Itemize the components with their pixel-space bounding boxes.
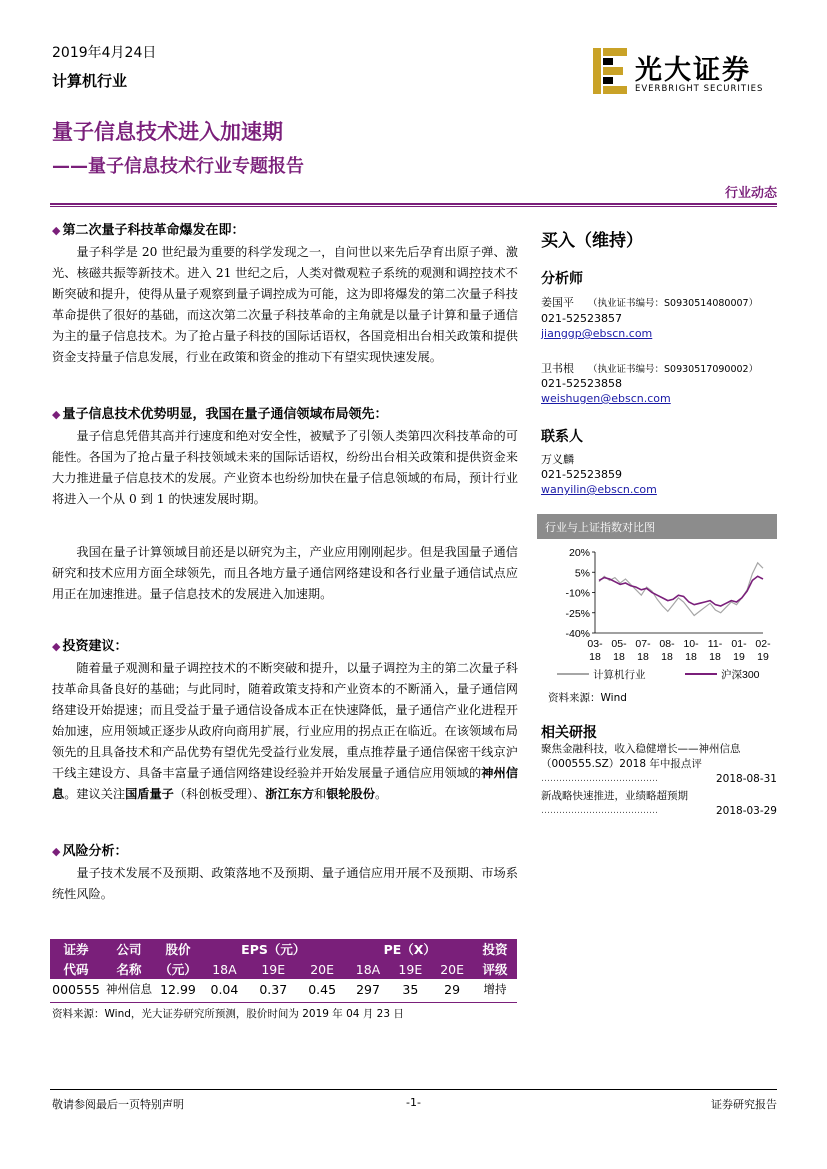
report-type-badge: 行业动态 — [724, 186, 777, 201]
table-source: 资料来源：Wind，光大证券研究所预测，股价时间为 2019 年 04 月 23 日 — [52, 1008, 404, 1020]
diamond-bullet-icon: ◆ — [52, 640, 61, 653]
table-row: 000555 神州信息 12.99 0.04 0.37 0.45 297 35 29 增持 — [52, 981, 507, 997]
stock-highlight: 神州信息 — [52, 766, 519, 801]
table-header: 代码 — [50, 959, 102, 979]
table-subheader: 20E — [298, 959, 347, 979]
footer-disclaimer: 敬请参阅最后一页特别声明 — [52, 1098, 184, 1111]
table-bottom-rule — [50, 1002, 517, 1003]
chart-title: 行业与上证指数对比图 — [537, 514, 777, 539]
section-heading: ◆ 第二次量子科技革命爆发在即： — [52, 223, 245, 238]
analyst-name-row: 卫书根 （执业证书编号：S0930517090002） — [541, 362, 759, 375]
x-tick-label: 18 — [637, 651, 649, 663]
footer-divider — [50, 1089, 777, 1090]
footer-label: 证券研究报告 — [711, 1098, 777, 1111]
y-tick-label: -25% — [565, 607, 590, 620]
x-tick-label: 08- — [659, 638, 675, 650]
x-tick-label: 01- — [731, 638, 747, 650]
page-subtitle: ——量子信息技术行业专题报告 — [52, 156, 304, 177]
section-heading: ◆ 量子信息技术优势明显，我国在量子通信领域布局领先： — [52, 407, 388, 422]
analyst-email-link[interactable]: jianggp@ebscn.com — [541, 327, 653, 340]
y-tick-label: -10% — [565, 587, 590, 600]
x-tick-label: 19 — [733, 651, 745, 663]
contact-email-link[interactable]: wanyilin@ebscn.com — [541, 483, 657, 496]
analyst-heading: 分析师 — [541, 271, 583, 287]
related-report-link[interactable]: 新战略快速推进，业绩略超预期 ………………………………… 2018-03-29 — [541, 790, 777, 817]
table-subheader: 19E — [389, 959, 431, 979]
x-tick-label: 05- — [611, 638, 627, 650]
report-date: 2019年4月24日 — [52, 45, 157, 61]
everbright-logo — [591, 46, 781, 98]
diamond-bullet-icon: ◆ — [52, 224, 61, 237]
related-report-link[interactable]: 聚焦金融科技，收入稳健增长——神州信息（000555.SZ）2018 年中报点评 ………………………………… 2018-08-31 — [541, 743, 777, 785]
section-heading: ◆ 投资建议： — [52, 639, 128, 654]
analyst-phone: 021-52523858 — [541, 377, 622, 390]
table-header: 股价 — [156, 939, 200, 959]
contact-name: 万义麟 — [541, 453, 574, 466]
diamond-bullet-icon: ◆ — [52, 408, 61, 421]
table-subheader: 20E — [431, 959, 473, 979]
analyst-email-link[interactable]: weishugen@ebscn.com — [541, 392, 671, 405]
x-tick-label: 11- — [707, 638, 723, 650]
header-divider — [50, 203, 777, 205]
x-tick-label: 18 — [685, 651, 697, 663]
x-tick-label: 18 — [589, 651, 601, 663]
legend-label: 沪深300 — [721, 669, 760, 681]
table-subheader: 18A — [200, 959, 249, 979]
y-tick-label: -40% — [565, 628, 590, 640]
stock-highlight: 银轮股份 — [326, 787, 375, 801]
table-header: EPS（元） — [200, 939, 347, 959]
y-tick-label: 5% — [574, 567, 590, 580]
analyst-phone: 021-52523857 — [541, 312, 622, 325]
investment-paragraph: 随着量子观测和量子调控技术的不断突破和提升，以量子调控为主的第二次量子科技革命具备良好的基础；与此同时，随着政策支持和产业资本的不断涌入，量子通信网络建设开始提速；而且受益于量子通信设备成本正在快速降低，量子通信产业化进程开始加速，应用领域正逐步从政府向商用扩展，行业应用的拐点正在临近。在该领域布局领先的且具备技术和产品优势有望优先受益行业发展，重点推荐量子通信保密干线京沪干线主建设方、具备丰富量子通信网络建设经验并开始发展量子通信应用领域的神州信息。建议关注国盾量子（科创板受理）、浙江东方和银轮股份。 — [52, 661, 519, 801]
page-number: -1- — [406, 1096, 421, 1109]
section-paragraph: 量子信息凭借其高并行速度和绝对安全性，被赋予了引领人类第四次科技革命的可能性。各国为了抢占量子科技领域未来的国际话语权，纷纷出台相关政策和提供资金来大力推进量子信息技术的发展。产业资本也纷纷加快在量子信息领域的布局，预计行业将进入一个从 0 到 1 的快速发展时期。 — [52, 429, 518, 506]
rating-label: 买入（维持） — [541, 231, 643, 251]
contact-phone: 021-52523859 — [541, 468, 622, 481]
stock-highlight: 浙江东方 — [265, 787, 315, 801]
header-divider-thin — [50, 206, 777, 207]
table-header: 证券 — [50, 939, 102, 959]
table-header: （元） — [156, 959, 200, 979]
table-header: 公司 — [102, 939, 156, 959]
x-tick-label: 03- — [587, 638, 603, 650]
x-tick-label: 19 — [757, 651, 769, 663]
stock-highlight: 国盾量子 — [125, 787, 174, 801]
diamond-bullet-icon: ◆ — [52, 845, 61, 858]
x-tick-label: 02- — [755, 638, 771, 650]
industry-label: 计算机行业 — [52, 72, 128, 90]
y-tick-label: 20% — [568, 547, 590, 559]
legend-label: 计算机行业 — [593, 669, 646, 681]
page-title: 量子信息技术进入加速期 — [52, 120, 283, 144]
table-header: 投资 — [473, 939, 517, 959]
logo-text-cn: 光大证券 — [635, 55, 751, 86]
comparison-chart — [537, 542, 777, 688]
table-header: 评级 — [473, 959, 517, 979]
section-paragraph: 量子科学是 20 世纪最为重要的科学发现之一，自问世以来先后孕育出原子弹、激光、核磁共振等新技术。进入 21 世纪之后，人类对微观粒子系统的观测和调控技术不断突破和提升，使得从量子观察到量子调控成为可能，这为即将爆发的第二次量子科技革命提供了很好的基础，而这次第二次量子科技革命的主角就是以量子计算和量子通信为主的量子信息技术。为了抢占量子科技的国际话语权，各国竞相出台相关政策和提供资金支持量子信息发展，行业在政策和资金的推动下有望实现快速发展。 — [52, 245, 518, 364]
section-paragraph: 我国在量子计算领域目前还是以研究为主，产业应用刚刚起步。但是我国量子通信研究和技术应用方面全球领先，而且各地方量子通信网络建设和各行业量子通信试点应用正在加速推进。量子信息技术的发展进入加速期。 — [52, 545, 518, 601]
x-tick-label: 07- — [635, 638, 651, 650]
series-line-computer — [599, 563, 763, 616]
section-paragraph: 量子技术发展不及预期、政策落地不及预期、量子通信应用开展不及预期、市场系统性风险。 — [52, 866, 518, 901]
table-header: 名称 — [102, 959, 156, 979]
x-tick-label: 18 — [709, 651, 721, 663]
analyst-name-row: 姜国平 （执业证书编号：S0930514080007） — [541, 296, 759, 309]
valuation-table — [50, 939, 517, 999]
contact-heading: 联系人 — [541, 429, 583, 445]
related-heading: 相关研报 — [541, 725, 597, 741]
x-tick-label: 10- — [683, 638, 699, 650]
logo-mark-icon — [591, 46, 631, 96]
chart-source: 资料来源：Wind — [548, 692, 627, 704]
table-header: PE（X） — [347, 939, 473, 959]
x-tick-label: 18 — [613, 651, 625, 663]
logo-text-en: EVERBRIGHT SECURITIES — [635, 84, 764, 94]
table-subheader: 18A — [347, 959, 390, 979]
x-tick-label: 18 — [661, 651, 673, 663]
table-subheader: 19E — [249, 959, 298, 979]
section-heading: ◆ 风险分析： — [52, 844, 128, 859]
